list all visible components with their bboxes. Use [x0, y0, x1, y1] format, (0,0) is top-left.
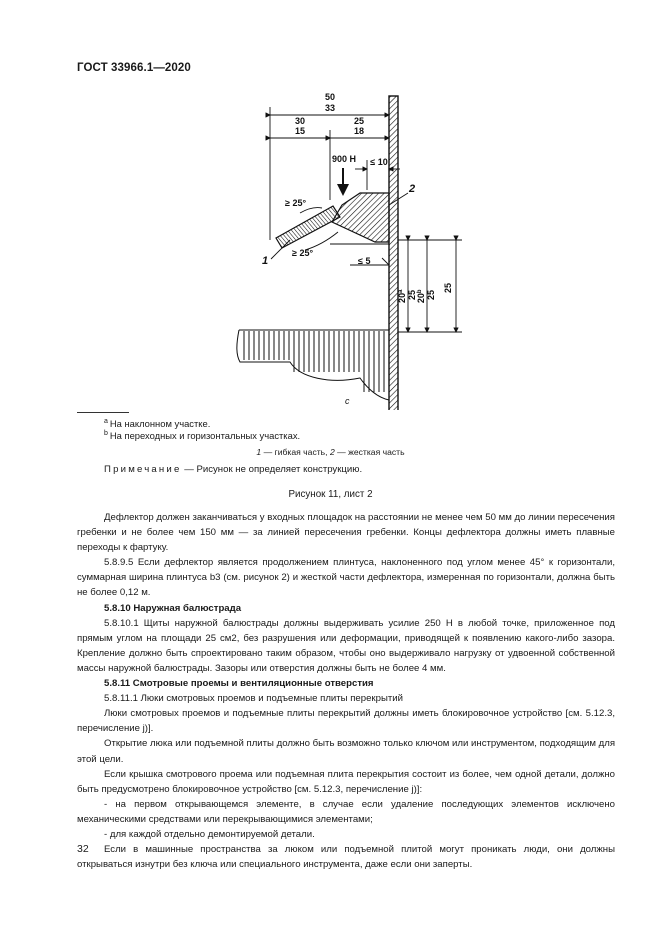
figure-11-drawing: [0, 80, 661, 410]
dim-vertical-b: 20$^b$ 25: [416, 289, 436, 304]
dim-force: 900 Н: [331, 154, 357, 164]
dim-total-top: 50: [324, 92, 336, 102]
figure-legend: [0, 447, 661, 457]
footnote-rule: [77, 412, 129, 413]
paragraph: Дефлектор должен заканчиваться у входных площадок на расстоянии не менее чем 50 мм до линии пересечения гребенки и не более чем 150 мм — за линией пересечения гребенки. Концы дефлектора должны иметь плавные переходы к фартуку.: [77, 512, 615, 554]
legend-number: 2: [329, 447, 335, 457]
dim-right-top: 25: [353, 116, 365, 126]
footnote-a: [104, 418, 210, 429]
paragraph: Люки смотровых проемов и подъемные плиты перекрытий должны иметь блокировочное устройство [см. 5.12.3, перечисление j)].: [77, 708, 615, 735]
footnote-text: На переходных и горизонтальных участках.: [109, 430, 301, 442]
paragraph: 5.8.11.1 Люки смотровых проемов и подъемные плиты перекрытий: [104, 693, 403, 705]
dim-left-top: 30: [294, 116, 306, 126]
dim-angle-lower: ≥ 25°: [292, 248, 314, 258]
flexible-part: [276, 206, 340, 248]
dim-le10: ≤ 10: [370, 157, 388, 167]
legend-text: — гибкая часть,: [261, 447, 330, 457]
callout-flexible: 1: [262, 255, 269, 267]
page-number: 32: [77, 843, 89, 855]
dim-vertical-outer: 25: [443, 282, 453, 294]
dim-angle-upper: ≥ 25°: [285, 198, 307, 208]
footnote-b: [104, 430, 300, 441]
paragraph: Открытие люка или подъемной плиты должно быть возможно только ключом или инструментом, подходящим для этой цели.: [77, 738, 616, 765]
dim-total-bottom: 33: [324, 103, 336, 113]
footnote-marker: b: [104, 430, 108, 437]
paragraph: 5.8.10.1 Щиты наружной балюстрады должны выдерживать усилие 250 Н в любой точке, приложенное под прямым углом на площади 25 см2, без разрушения или деформации, приводящей к появлению какого-либо зазора. Крепление должно быть спроектировано таким образом, чтобы оно выдерживало нагрузку от удвоенной собственной массы наружной балюстрады. Зазоры или отверстия должны быть не более 4 мм.: [77, 617, 615, 674]
note-text: — Рисунок не определяет конструкцию.: [181, 464, 363, 475]
paragraph: Если в машинные пространства за люком или подъемной плитой могут проникать люди, они должны открываться изнутри без ключа или специального инструмента, даже если они заперты.: [77, 844, 615, 871]
dim-le5: ≤ 5: [358, 256, 371, 266]
paragraph: Если крышка смотрового проема или подъемная плита перекрытия состоит из более, чем одной детали, должно быть предусмотрено блокировочное устройство [см. 5.12.3, перечисление j)]:: [77, 768, 615, 795]
list-item: - для каждой отдельно демонтируемой детали.: [104, 828, 315, 840]
comb-plate: [237, 330, 389, 400]
rigid-part: [332, 193, 389, 242]
view-label: c: [345, 396, 350, 406]
dim-left-bottom: 15: [294, 126, 306, 136]
document-header: ГОСТ 33966.1—2020: [77, 62, 191, 74]
body-text: [77, 510, 615, 872]
list-item: - на первом открывающемся элементе, в случае если удаление последующих элементов исключено механическими средствами или перекрывающимися элементами;: [77, 798, 615, 825]
wall-panel: [389, 96, 398, 410]
legend-text: — жесткая часть: [334, 447, 405, 457]
figure-caption: Рисунок 11, лист 2: [288, 489, 373, 500]
footnote-text: На наклонном участке.: [109, 418, 211, 430]
dim-vertical-a: 20$^a$ 25: [397, 289, 417, 303]
figure-note: [104, 464, 362, 475]
paragraph: 5.8.9.5 Если дефлектор является продолжением плинтуса, наклоненного под углом менее 45° к горизонтали, суммарная ширина плинтуса b3 (см. рисунок 2) и жесткой части дефлектора, измеренная по горизонтали, должна быть не более 0,12 м.: [77, 557, 615, 599]
footnote-marker: a: [104, 418, 108, 425]
section-heading: 5.8.10 Наружная балюстрада: [104, 602, 242, 614]
note-label: Примечание: [104, 464, 182, 475]
dim-right-bottom: 18: [353, 126, 365, 136]
callout-rigid: 2: [409, 183, 416, 195]
section-heading: 5.8.11 Смотровые проемы и вентиляционные отверстия: [104, 678, 374, 690]
legend-number: 1: [256, 447, 262, 457]
